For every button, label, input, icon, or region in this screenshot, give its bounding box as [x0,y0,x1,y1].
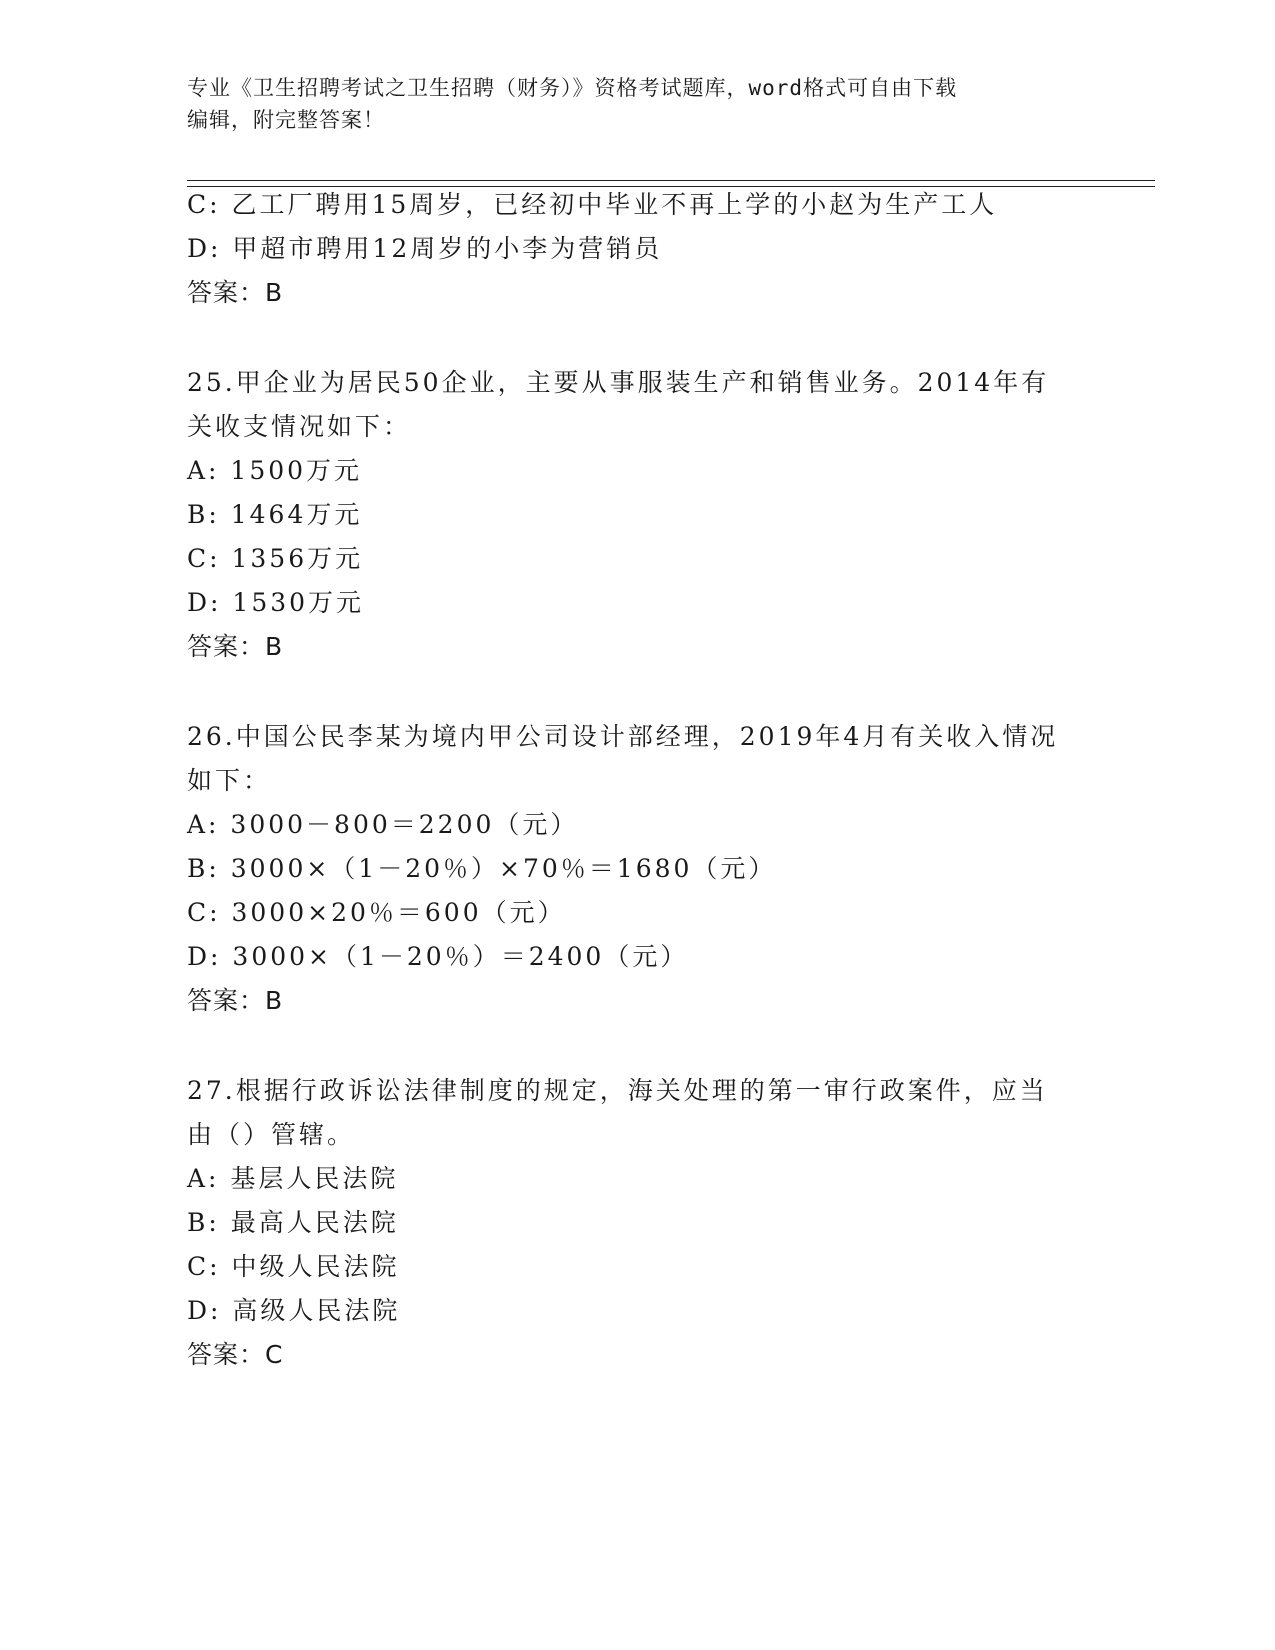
question-26-stem-line-2: 如下： [187,766,272,795]
question-25-stem-line-2: 关收支情况如下： [187,412,412,441]
prev-option-d: D: 甲超市聘用12周岁的小李为营销员 [187,234,663,263]
prev-answer: 答案：B [187,278,284,307]
question-25-option-d: D: 1530万元 [187,588,365,617]
header-line-1: 专业《卫生招聘考试之卫生招聘（财务）》资格考试题库，word格式可自由下载 [187,76,958,100]
document-header [187,72,1087,136]
question-27-answer: 答案：C [187,1340,284,1369]
question-27-option-d: D: 高级人民法院 [187,1296,401,1325]
question-26-option-d: D: 3000×（1－20％）＝2400（元） [187,942,689,971]
question-26-option-a: A: 3000－800＝2200（元） [187,810,579,839]
question-26-answer: 答案：B [187,986,284,1015]
question-27-option-c: C: 中级人民法院 [187,1252,400,1281]
question-26-stem-line-1: 26.中国公民李某为境内甲公司设计部经理，2019年4月有关收入情况 [187,722,1059,751]
question-27-stem-line-2: 由（）管辖。 [187,1120,356,1149]
question-25-stem-line-1: 25.甲企业为居民50企业，主要从事服装生产和销售业务。2014年有 [187,368,1050,397]
question-26-option-c: C: 3000×20％＝600（元） [187,898,566,927]
header-line-2: 编辑，附完整答案！ [187,108,385,132]
question-27-stem-line-1: 27.根据行政诉讼法律制度的规定，海关处理的第一审行政案件，应当 [187,1076,1048,1105]
question-25-option-a: A: 1500万元 [187,456,363,485]
header-divider-top [187,180,1155,181]
header-divider-bottom [187,186,1155,187]
question-26-option-b: B: 3000×（1－20％）×70％＝1680（元） [187,854,777,883]
question-27-option-b: B: 最高人民法院 [187,1208,399,1237]
question-25-option-b: B: 1464万元 [187,500,363,529]
question-27-option-a: A: 基层人民法院 [187,1164,399,1193]
question-25-option-c: C: 1356万元 [187,544,364,573]
prev-option-c: C: 乙工厂聘用15周岁，已经初中毕业不再上学的小赵为生产工人 [187,190,998,219]
question-25-answer: 答案：B [187,632,284,661]
